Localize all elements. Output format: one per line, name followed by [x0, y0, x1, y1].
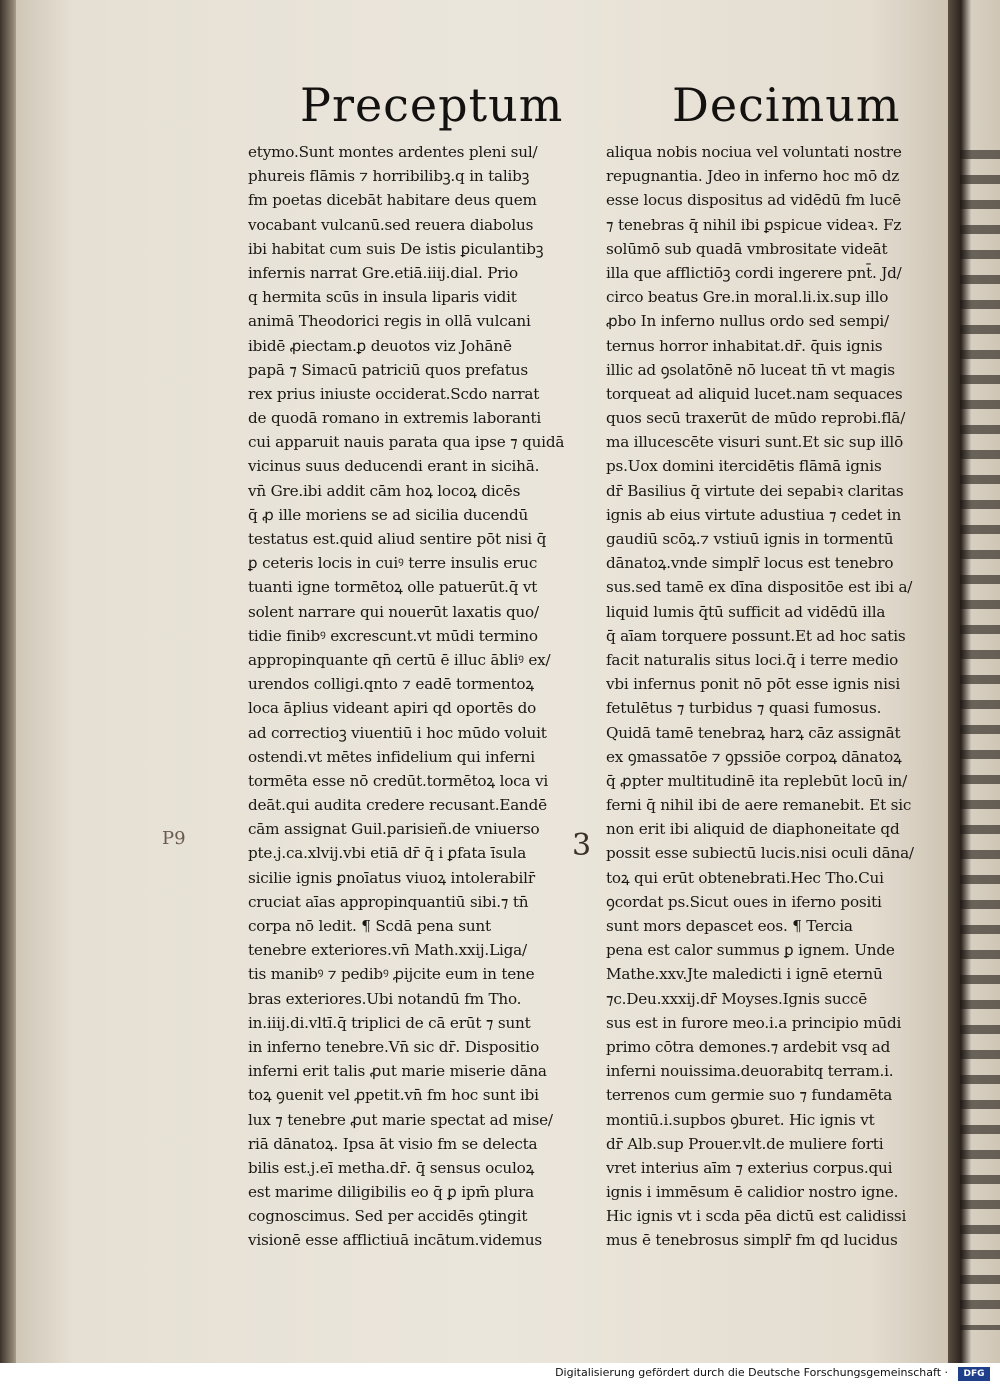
left-column-line: toꝝ ꝯuenit vel ꝓpetit.vn̄ fm hoc sunt ibi: [248, 1086, 539, 1105]
left-column-line: q hermita scūs in insula liparis vidit: [248, 288, 517, 307]
left-column-line: phureis flāmis ⁊ horribilibꝫ.q in talibꝫ: [248, 167, 530, 186]
right-column-line: ternus horror inhabitat.dr̄. q̄uis ignis: [606, 336, 883, 355]
left-column-line: pte.j.ca.xlvij.vbi etiā dr̄ q̄ i ꝑfata īsula: [248, 844, 527, 863]
right-column-line: pena est calor summus ꝑ ignem. Unde: [606, 941, 895, 960]
left-column-line: corpa nō ledit. ¶ Scdā pena sunt: [248, 917, 491, 935]
right-column-line: ⁊ tenebras q̄ nihil ibi ꝑspicue videaꝛ. Fz: [606, 215, 902, 234]
left-column-line: animā Theodorici regis in ollā vulcani: [248, 312, 531, 331]
left-column-line: appropinquante qn̄ certū ē illuc ābliꝰ ex/: [248, 650, 551, 669]
left-column-line: ostendi.vt mētes infidelium qui inferni: [248, 747, 535, 766]
left-column-line: in inferno tenebre.Vn̄ sic dr̄. Dispositio: [248, 1037, 540, 1056]
left-column-line: est marime diligibilis eo q̄ ꝑ ipm̄ plura: [248, 1183, 534, 1202]
left-column-line: cruciat aīas appropinquantiū sibi.⁊ tn̄: [248, 892, 529, 911]
right-column-line: quos secū traxerūt de mūdo reprobi.flā/: [606, 409, 906, 428]
right-column-line: inferni nouissima.deuorabitq terram.i.: [606, 1062, 894, 1081]
left-column-line: de quodā romano in extremis laboranti: [248, 409, 542, 428]
right-column-line: circo beatus Gre.in moral.li.ix.sup illo: [606, 288, 889, 307]
left-column-line: tis manibꝰ ⁊ pedibꝰ ꝓijcite eum in tene: [248, 965, 535, 984]
left-column-line: ad correctioꝫ viuentiū i hoc mūdo voluit: [248, 723, 547, 742]
right-column-line: terrenos cum germie suo ⁊ fundamēta: [606, 1086, 893, 1105]
left-column-line: urendos colligi.qnto ⁊ eadē tormentoꝝ: [248, 675, 534, 694]
left-column-line: riā dānatoꝝ. Ipsa āt visio fm se delecta: [248, 1134, 538, 1153]
left-column-line: tormēta esse nō credūt.tormētoꝝ loca vi: [248, 771, 548, 790]
right-column-line: Quidā tamē tenebraꝝ harꝝ cāz assignāt: [606, 723, 901, 742]
right-column-line: aliqua nobis nociua vel voluntati nostre: [606, 143, 902, 161]
right-column-line: ferni q̄ nihil ibi de aere remanebit. Et sic: [606, 796, 912, 815]
left-column-line: q̄ ꝓ ille moriens se ad sicilia ducendū: [248, 505, 529, 524]
right-column-line: fetulētus ⁊ turbidus ⁊ quasi fumosus.: [606, 699, 882, 718]
left-column-line: etymo.Sunt montes ardentes pleni sul/: [248, 143, 538, 161]
right-column-line: ꝯcordat ps.Sicut oues in iferno positi: [606, 892, 882, 911]
left-column-line: testatus est.quid aliud sentire pōt nisi q̄: [248, 530, 547, 548]
right-column-line: montiū.i.supbos ꝯburet. Hic ignis vt: [606, 1110, 875, 1129]
left-column-line: cognoscimus. Sed per accidēs ꝯtingit: [248, 1207, 528, 1226]
footer-credit: Digitalisierung gefördert durch die Deutsche Forschungsgemeinschaft ·: [555, 1366, 948, 1379]
right-column-line: torqueat ad aliquid lucet.nam sequaces: [606, 384, 903, 403]
left-column-line: solent narrare qui nouerūt laxatis quo/: [248, 602, 539, 621]
left-column-line: cām assignat Guil.parisieñ.de vniuerso: [248, 820, 540, 839]
right-column-line: sus est in furore meo.i.a principio mūdi: [606, 1013, 902, 1032]
right-column-line: Mathe.xxv.Jte maledicti i ignē eternū: [606, 965, 883, 984]
left-column-line: bras exteriores.Ubi notandū fm Tho.: [248, 989, 522, 1008]
left-column-line: tidie finibꝰ excrescunt.vt mūdi termino: [248, 626, 538, 645]
left-column-line: tenebre exteriores.vn̄ Math.xxij.Liga/: [248, 941, 527, 960]
right-column-line: sus.sed tamē ex dīna dispositōe est ibi a/: [606, 578, 913, 597]
right-column-line: Hic ignis vt i scda pēa dictū est calidissi: [606, 1207, 907, 1226]
running-head-left: Preceptum: [300, 78, 564, 132]
right-column-line: sunt mors depascet eos. ¶ Tercia: [606, 917, 853, 935]
right-column-line: dr̄ Basilius q̄ virtute dei sepabiꝛ claritas: [606, 481, 904, 500]
left-column-line: papā ⁊ Simacū patriciū quos prefatus: [248, 360, 528, 379]
left-column-line: fm poetas dicebāt habitare deus quem: [248, 191, 537, 210]
left-column-line: loca āplius videant apiri qd oportēs do: [248, 699, 537, 718]
right-column-line: ⁊c.Deu.xxxij.dr̄ Moyses.Ignis succē: [606, 989, 867, 1008]
left-column-line: ibidē ꝓiectam.ꝑ deuotos viz Johānē: [248, 336, 512, 355]
left-column-line: sicilie ignis ꝑnoīatus viuoꝝ intolerabilr̄: [248, 868, 535, 887]
right-column-line: solūmō sub quadā vmbrositate videāt: [606, 239, 888, 258]
left-column-line: vocabant vulcanū.sed reuera diabolus: [248, 215, 534, 234]
left-column-line: visionē esse afflictiuā incātum.videmus: [248, 1231, 542, 1250]
right-column-line: mus ē tenebrosus simplr̄ fm qd lucidus: [606, 1231, 898, 1250]
right-column-line: illic ad ꝯsolatōnē nō luceat tn̄ vt magis: [606, 360, 895, 379]
right-column-line: illa que afflictiōꝫ cordi ingerere pnt̄. Jd/: [606, 263, 902, 282]
right-column-line: q̄ ꝓpter multitudinē ita replebūt locū in/: [606, 771, 908, 790]
left-column-line: vn̄ Gre.ibi addit cām hoꝝ locoꝝ dicēs: [248, 481, 521, 500]
right-column-line: toꝝ qui erūt obtenebrati.Hec Tho.Cui: [606, 868, 884, 887]
right-column-line: non erit ibi aliquid de diaphoneitate qd: [606, 820, 900, 839]
right-column-line: dānatoꝝ.vnde simplr̄ locus est tenebro: [606, 554, 894, 573]
text-column-left: [248, 140, 566, 1253]
right-column-line: ps.Uox domini itercidētis flāmā ignis: [606, 457, 882, 476]
left-column-line: vicinus suus deducendi erant in sicihā.: [248, 457, 540, 476]
right-column-line: facit naturalis situs loci.q̄ i terre medio: [606, 650, 899, 669]
right-column-line: q̄ aīam torquere possunt.Et ad hoc satis: [606, 626, 906, 645]
left-column-line: ibi habitat cum suis De istis ꝑiculantibꝫ: [248, 239, 544, 258]
left-column-line: deāt.qui audita credere recusant.Eandē: [248, 796, 547, 815]
left-column-line: tuanti igne tormētoꝝ olle patuerūt.q̄ vt: [248, 578, 538, 597]
left-column-line: lux ⁊ tenebre ꝓut marie spectat ad mise/: [248, 1110, 553, 1129]
margin-note-left: P9: [162, 828, 186, 849]
left-column-line: rex prius iniuste occiderat.Scdo narrat: [248, 384, 540, 403]
left-column-line: ꝑ ceteris locis in cuiꝰ terre insulis eruc: [248, 554, 538, 573]
left-column-line: inferni erit talis ꝓut marie miserie dāna: [248, 1062, 547, 1081]
right-column-line: repugnantia. Jdeo in inferno hoc mō dz: [606, 167, 900, 186]
text-column-right: [606, 140, 924, 1253]
right-column-line: vret interius aīm ⁊ exterius corpus.qui: [606, 1158, 893, 1177]
left-column-line: bilis est.j.eī metha.dr̄. q̄ sensus oculoꝝ: [248, 1158, 535, 1177]
right-column-line: dr̄ Alb.sup Prouer.vlt.de muliere forti: [606, 1134, 884, 1153]
right-column-line: ignis i immēsum ē calidior nostro igne.: [606, 1183, 899, 1202]
right-column-line: gaudiū scōꝝ.⁊ vstiuū ignis in tormentū: [606, 530, 894, 548]
right-column-line: vbi infernus ponit nō pōt esse ignis nisi: [606, 675, 900, 694]
dfg-logo: DFG: [958, 1367, 990, 1381]
right-column-line: ex ꝯmassatōe ⁊ ꝯpssiōe corpoꝝ dānatoꝝ: [606, 747, 902, 766]
right-column-line: liquid lumis q̄tū sufficit ad vidēdū illa: [606, 602, 886, 621]
right-column-line: possit esse subiectū lucis.nisi oculi dāna/: [606, 844, 914, 863]
left-column-line: in.iiij.di.vltī.q̄ triplici de cā erūt ⁊ sunt: [248, 1013, 531, 1032]
right-column-line: ꝓbo In inferno nullus ordo sed sempi/: [606, 312, 889, 331]
next-page-text-edge: [960, 150, 1000, 1330]
running-head-right: Decimum: [672, 78, 901, 132]
margin-note-right: 3: [572, 828, 592, 863]
left-column-line: infernis narrat Gre.etiā.iiij.dial. Prio: [248, 263, 518, 282]
right-column-line: primo cōtra demones.⁊ ardebit vsq ad: [606, 1037, 891, 1056]
right-column-line: ma illucescēte visuri sunt.Et sic sup illō: [606, 433, 904, 452]
right-column-line: esse locus dispositus ad vidēdū fm lucē: [606, 191, 901, 210]
right-column-line: ignis ab eius virtute adustiua ⁊ cedet in: [606, 505, 902, 524]
left-column-line: cui apparuit nauis parata qua ipse ⁊ quidā: [248, 433, 565, 452]
